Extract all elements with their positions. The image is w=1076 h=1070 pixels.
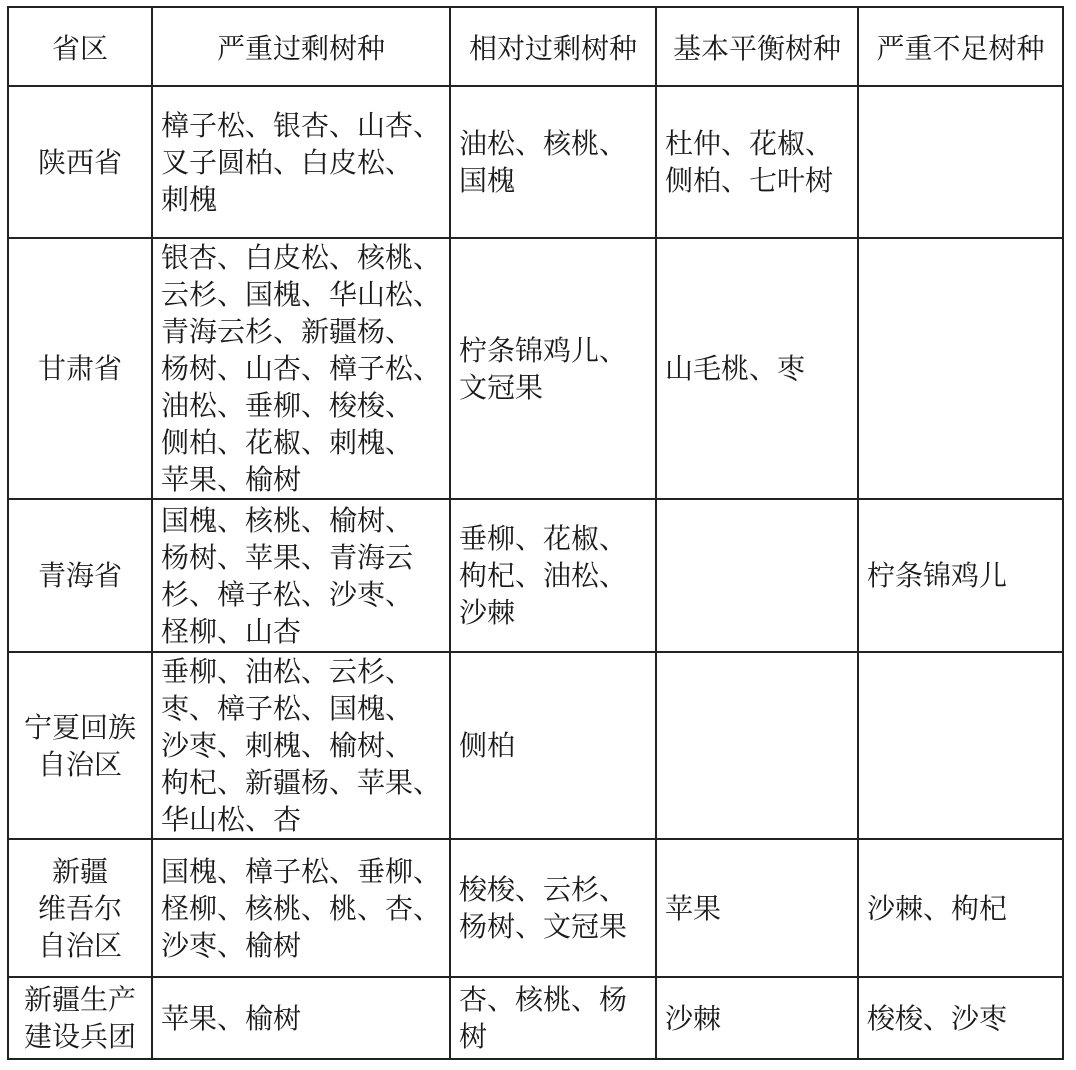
province-name-line: 自治区	[37, 928, 122, 962]
species-line: 樟子松、银杏、山杏、	[161, 108, 442, 142]
severe-surplus-cell	[152, 652, 450, 839]
province-name-line: 新疆生产	[23, 983, 136, 1016]
column-header: 相对过剩树种	[450, 7, 656, 86]
species-line: 枸杞、油松、	[459, 559, 628, 592]
species-line: 沙枣、榆树	[161, 928, 302, 962]
column-header: 严重不足树种	[858, 7, 1063, 86]
species-line: 沙枣、刺槐、榆树、	[161, 729, 414, 762]
province-cell	[8, 499, 152, 652]
species-line: 柠条锦鸡儿、	[459, 333, 628, 367]
severe-shortage-cell	[858, 839, 1063, 977]
species-line: 国槐、核桃、榆树、	[161, 503, 414, 537]
severe-surplus-cell	[152, 238, 450, 499]
species-line: 侧柏、七叶树	[665, 164, 834, 197]
province-cell	[8, 238, 152, 499]
species-line: 梭梭、云杉、	[459, 873, 628, 906]
species-line: 苹果	[665, 891, 722, 925]
species-line: 华山松、杏	[161, 803, 302, 836]
province-name-line: 新疆	[51, 854, 108, 888]
balanced-cell	[656, 839, 858, 977]
column-header: 严重过剩树种	[152, 7, 450, 86]
species-line: 柽柳、核桃、桃、杏、	[161, 891, 442, 925]
province-name-line: 建设兵团	[23, 1020, 136, 1053]
species-line: 云杉、国槐、华山松、	[161, 278, 442, 311]
table-row	[8, 652, 1063, 839]
relative-surplus-cell	[450, 839, 656, 977]
severe-surplus-cell	[152, 86, 450, 238]
species-line: 柠条锦鸡儿	[867, 559, 1008, 592]
species-line: 苹果、榆树	[161, 463, 302, 496]
table-row	[8, 86, 1063, 238]
species-line: 枣、樟子松、国槐、	[161, 692, 414, 725]
severe-surplus-cell	[152, 839, 450, 977]
severe-shortage-cell	[858, 977, 1063, 1059]
species-line: 山毛桃、枣	[665, 352, 806, 385]
species-line: 青海云杉、新疆杨、	[161, 315, 414, 348]
species-line: 杨树、苹果、青海云	[161, 540, 414, 574]
species-line: 树	[459, 1020, 488, 1053]
species-line: 侧柏、花椒、刺槐、	[161, 426, 414, 459]
severe-shortage-cell	[858, 238, 1063, 499]
balanced-cell	[656, 977, 858, 1059]
table-row	[8, 499, 1063, 652]
severe-surplus-cell	[152, 499, 450, 652]
balanced-cell	[656, 86, 858, 238]
tree-species-table	[7, 6, 1064, 1060]
table-row	[8, 238, 1063, 499]
province-name-line: 青海省	[37, 559, 122, 592]
severe-shortage-cell	[858, 499, 1063, 652]
species-line: 刺槐	[161, 182, 218, 216]
relative-surplus-cell	[450, 86, 656, 238]
species-line: 叉子圆柏、白皮松、	[161, 145, 414, 179]
species-line: 杨树、文冠果	[459, 910, 628, 943]
balanced-cell	[656, 652, 858, 839]
relative-surplus-cell	[450, 652, 656, 839]
severe-shortage-cell	[858, 86, 1063, 238]
province-name-line: 甘肃省	[37, 352, 122, 385]
species-line: 垂柳、油松、云杉、	[161, 655, 414, 688]
species-line: 国槐	[459, 164, 516, 197]
species-line: 油松、核桃、	[459, 127, 628, 160]
severe-shortage-cell	[858, 652, 1063, 839]
province-name-line: 自治区	[37, 747, 122, 781]
column-header: 基本平衡树种	[656, 7, 858, 86]
province-name-line: 宁夏回族	[23, 710, 136, 744]
severe-surplus-cell	[152, 977, 450, 1059]
species-line: 杜仲、花椒、	[665, 127, 834, 160]
table-row	[8, 977, 1063, 1059]
balanced-cell	[656, 238, 858, 499]
species-line: 苹果、榆树	[161, 1001, 302, 1035]
balanced-cell	[656, 499, 858, 652]
header-row	[8, 7, 1063, 86]
species-line: 文冠果	[459, 370, 544, 404]
province-cell	[8, 86, 152, 238]
column-header: 省区	[8, 7, 152, 86]
species-line: 油松、垂柳、梭梭、	[161, 389, 414, 422]
species-line: 杨树、山杏、樟子松、	[161, 352, 442, 385]
species-line: 梭梭、沙枣	[867, 1001, 1008, 1035]
species-line: 国槐、樟子松、垂柳、	[161, 854, 442, 888]
species-line: 柽柳、山杏	[161, 614, 302, 648]
species-line: 沙棘、枸杞	[867, 891, 1008, 925]
province-cell	[8, 839, 152, 977]
province-name-line: 维吾尔	[37, 891, 122, 925]
species-line: 沙棘	[459, 596, 516, 629]
species-line: 杉、樟子松、沙枣、	[161, 577, 414, 611]
species-line: 沙棘	[665, 1001, 722, 1035]
province-cell	[8, 977, 152, 1059]
table-row	[8, 839, 1063, 977]
province-name-line: 陕西省	[37, 145, 122, 179]
relative-surplus-cell	[450, 499, 656, 652]
province-cell	[8, 652, 152, 839]
relative-surplus-cell	[450, 977, 656, 1059]
species-line: 枸杞、新疆杨、苹果、	[161, 766, 442, 799]
species-line: 侧柏	[459, 729, 516, 762]
relative-surplus-cell	[450, 238, 656, 499]
species-line: 杏、核桃、杨	[459, 983, 628, 1016]
species-line: 银杏、白皮松、核桃、	[161, 241, 442, 274]
species-line: 垂柳、花椒、	[459, 522, 628, 555]
